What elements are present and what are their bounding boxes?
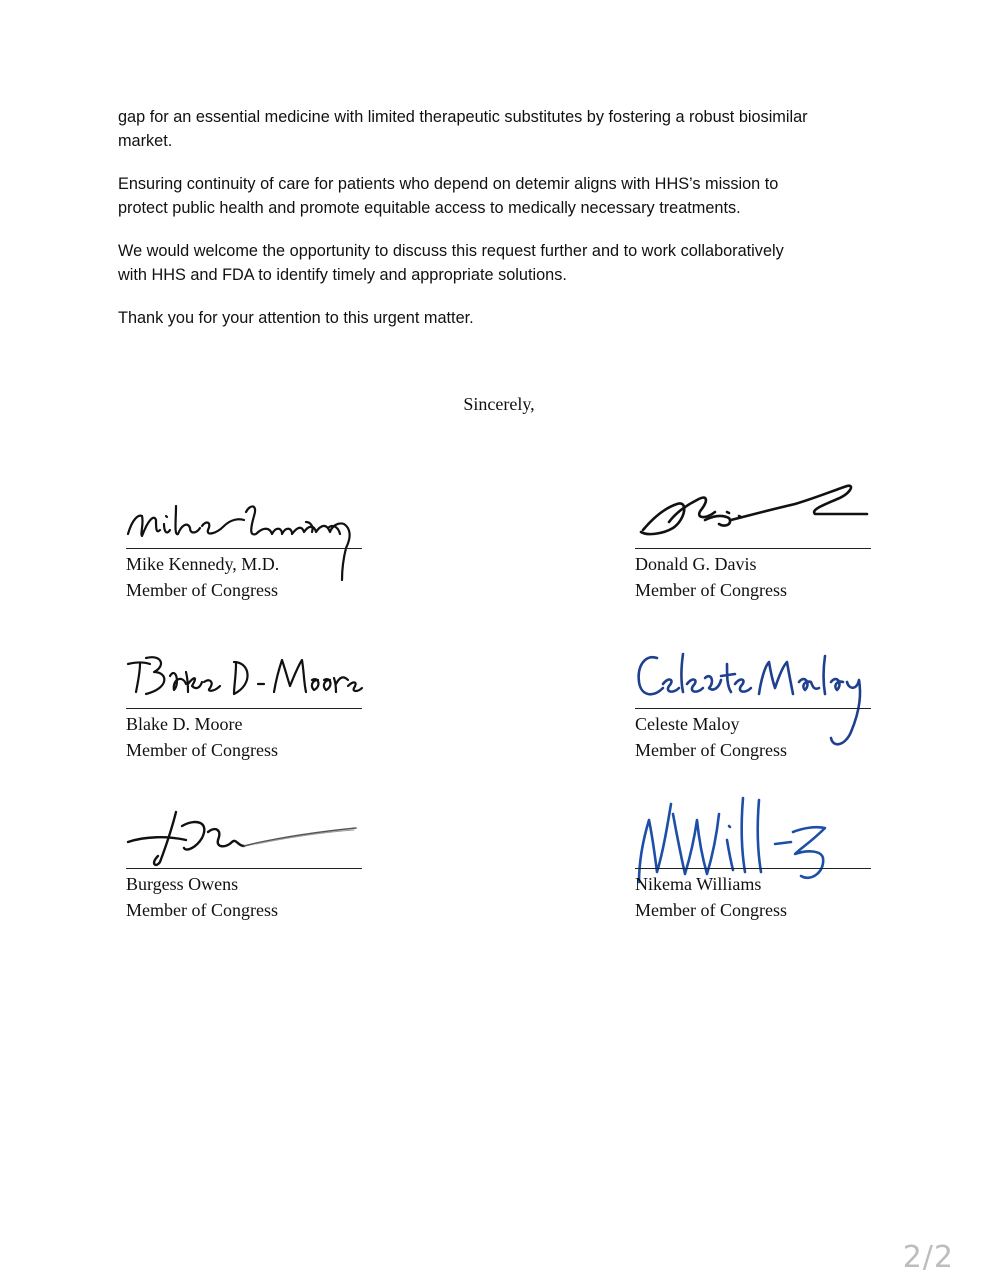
paragraph-4 (118, 306, 888, 330)
signatory-title: Member of Congress (635, 740, 787, 760)
paragraph-line: gap for an essential medicine with limited therapeutic substitutes by fostering a robust biosimilar (118, 108, 808, 126)
signature-line (126, 708, 362, 709)
signatory-title: Member of Congress (126, 580, 278, 600)
paragraph-line: protect public health and promote equitable access to medically necessary treatments. (118, 199, 741, 217)
paragraph-line: Ensuring continuity of care for patients who depend on detemir aligns with HHS’s mission to (118, 175, 779, 193)
paragraph-line: market. (118, 132, 173, 150)
handwritten-signature-moore (126, 636, 366, 708)
signatory-name: Mike Kennedy, M.D. (126, 554, 280, 574)
paragraph-1 (118, 105, 888, 153)
handwritten-signature-davis (635, 476, 875, 548)
handwritten-signature-maloy (635, 636, 875, 708)
signatory-title: Member of Congress (635, 580, 787, 600)
paragraph-2 (118, 172, 888, 220)
signatory-name: Nikema Williams (635, 874, 762, 894)
handwritten-signature-kennedy (126, 476, 366, 548)
signatory-name: Burgess Owens (126, 874, 239, 894)
signatory-title: Member of Congress (635, 900, 787, 920)
signature-line (126, 548, 362, 549)
handwritten-signature-williams (635, 796, 875, 868)
page-indicator: 2/2 (902, 1240, 954, 1275)
signature-line (635, 548, 871, 549)
signatory-name: Celeste Maloy (635, 714, 740, 734)
signature-line (635, 708, 871, 709)
signatory-name: Blake D. Moore (126, 714, 243, 734)
paragraph-line: Thank you for your attention to this urgent matter. (118, 309, 474, 327)
paragraph-line: We would welcome the opportunity to discuss this request further and to work collaboratively (118, 242, 784, 260)
signatory-title: Member of Congress (126, 740, 278, 760)
handwritten-signature-owens (126, 796, 366, 868)
signature-line (126, 868, 362, 869)
paragraph-line: with HHS and FDA to identify timely and appropriate solutions. (118, 266, 567, 284)
signatory-title: Member of Congress (126, 900, 278, 920)
signatory-name: Donald G. Davis (635, 554, 757, 574)
paragraph-3 (118, 239, 888, 287)
signature-line (635, 868, 871, 869)
closing-salutation: Sincerely, (463, 394, 535, 414)
